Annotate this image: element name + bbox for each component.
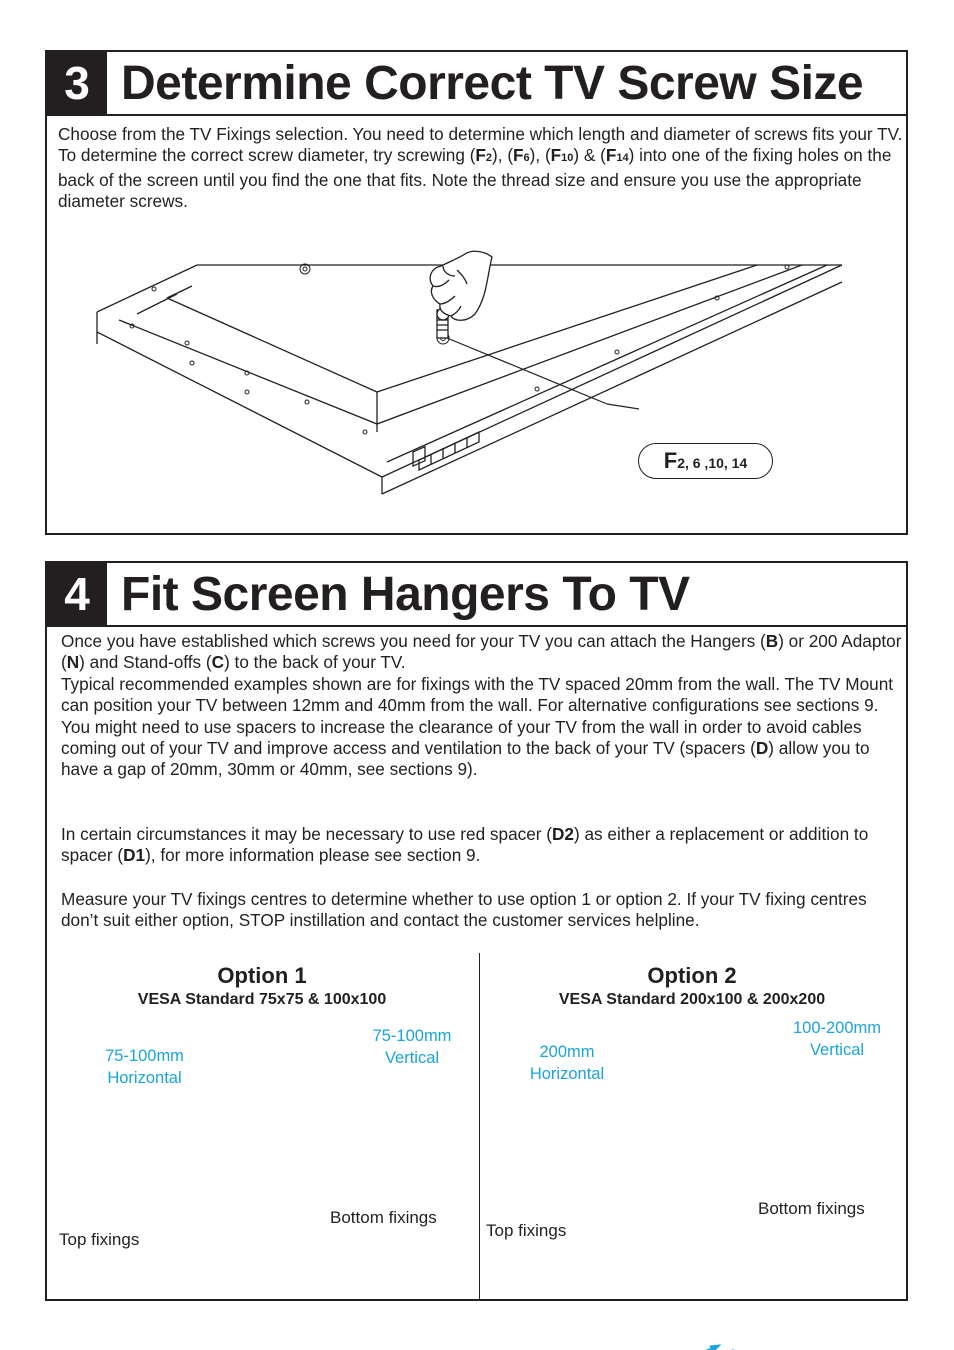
option-1-top-fixings-label: Top fixings xyxy=(59,1230,140,1249)
option-1-horizontal-dimension: 75-100mm Horizontal xyxy=(105,1047,184,1087)
section-3-number: 3 xyxy=(47,52,107,114)
tv-back-illustration xyxy=(47,52,910,537)
section-3 xyxy=(45,50,908,535)
measure-paragraph: Measure your TV fixings centres to determine whether to use option 1 or option 2. If your TV fixing centres don’t suit either option, STOP instillation and contact the customer services helpline. xyxy=(61,889,867,931)
section-3-title: Determine Correct TV Screw Size xyxy=(121,57,864,110)
section-4-number: 4 xyxy=(47,563,107,625)
hangers-paragraph: Once you have established which screws you need for your TV you can attach the Hangers (B) or 200 Adaptor (N) and Stand-offs (C) to the back of your TV. Typical recommended examples shown are for fixings with the TV spaced 20mm from the wall. The TV Mount can position your TV between 12mm and 40mm from the wall. For alternative configurations see sections 9. You might need to use spacers to increase the clearance of your TV from the wall in order to avoid cables coming out of your TV and improve access and ventilation to the back of your TV (spacers (D) allow you to have a gap of 20mm, 30mm or 40mm, see sections 9). xyxy=(61,631,902,780)
option-1-tv-diagram xyxy=(47,1033,477,1293)
red-spacer-paragraph: In certain circumstances it may be necessary to use red spacer (D2) as either a replacement or addition to spacer (D1), for more information please see section 9. xyxy=(61,824,869,866)
option-2-title: Option 2 xyxy=(647,963,737,988)
section-3-instructions: Choose from the TV Fixings selection. You need to determine which length and diameter of screws fits your TV. To determine the correct screw diameter, try screwing (F2), (F6), (F10) & (F14) into one of the fixing holes on the back of the screen until you find the one that fits. Note the thread size and ensure you use the appropriate diameter screws. xyxy=(58,124,903,212)
option-2-horizontal-dimension: 200mm Horizontal xyxy=(529,1043,605,1083)
fixings-callout-badge: F2, 6 ,10, 14 xyxy=(638,443,773,479)
section-4 xyxy=(45,561,908,1301)
section-4-header xyxy=(47,563,906,627)
option-2-subtitle: VESA Standard 200x100 & 200x200 xyxy=(558,991,826,1008)
option-2-bottom-fixings-label: Bottom fixings xyxy=(758,1199,865,1218)
option-1-subtitle: VESA Standard 75x75 & 100x100 xyxy=(137,991,387,1008)
option-1-bottom-fixings-label: Bottom fixings xyxy=(330,1208,437,1227)
section-4-title: Fit Screen Hangers To TV xyxy=(121,568,690,621)
option-1-title: Option 1 xyxy=(217,963,307,988)
option-2-vertical-dimension: 100-200mm Vertical xyxy=(792,1019,882,1059)
option-2-tv-diagram xyxy=(480,1033,910,1293)
option-1-vertical-dimension: 75-100mm Vertical xyxy=(372,1027,452,1067)
option-2-top-fixings-label: Top fixings xyxy=(486,1221,567,1240)
